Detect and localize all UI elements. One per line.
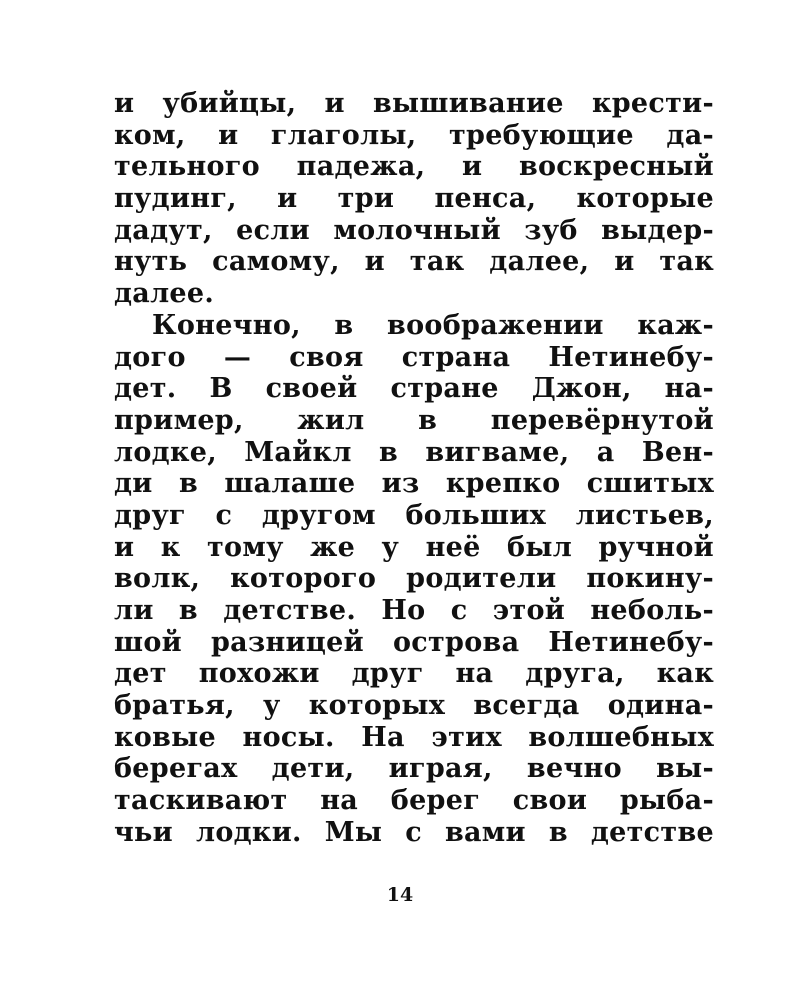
text-line: дадут, если молочный зуб выдер-: [114, 214, 714, 246]
text-line: ковые носы. На этих волшебных: [114, 721, 714, 753]
text-line: пример, жил в перевёрнутой: [114, 404, 714, 436]
text-line: пудинг, и три пенса, которые: [114, 183, 714, 215]
text-line: волк, которого родители покину-: [114, 563, 714, 595]
text-line: ком, и глаголы, требующие да-: [114, 119, 714, 151]
text-line: дет. В своей стране Джон, на-: [114, 373, 714, 405]
text-line: друг с другом больших листьев,: [114, 499, 714, 531]
text-line: дет похожи друг на друга, как: [114, 658, 714, 690]
text-line: и убийцы, и вышивание крести-: [114, 88, 714, 119]
text-line-paragraph-end: далее.: [114, 278, 215, 310]
text-line: лодке, Майкл в вигваме, а Вен-: [114, 436, 714, 468]
text-line: таскивают на берег свои рыба-: [114, 785, 714, 817]
text-line: дого — своя страна Нетинебу-: [114, 341, 714, 373]
text-line: ди в шалаше из крепко сшитых: [114, 468, 714, 500]
text-line: шой разницей острова Нетинебу-: [114, 626, 714, 658]
text-line: братья, у которых всегда одина-: [114, 690, 714, 722]
text-line: берегах дети, играя, вечно вы-: [114, 753, 714, 785]
text-line-paragraph-start: Конечно, в воображении каж-: [152, 309, 714, 341]
text-line: чьи лодки. Мы с вами в детстве: [114, 816, 714, 848]
body-text: [114, 88, 714, 849]
text-line: нуть самому, и так далее, и так: [114, 246, 714, 278]
text-line: ли в детстве. Но с этой неболь-: [114, 595, 714, 626]
page-number: 14: [386, 884, 414, 906]
text-line: и к тому же у неё был ручной: [114, 531, 714, 563]
text-line: тельного падежа, и воскресный: [114, 151, 714, 183]
